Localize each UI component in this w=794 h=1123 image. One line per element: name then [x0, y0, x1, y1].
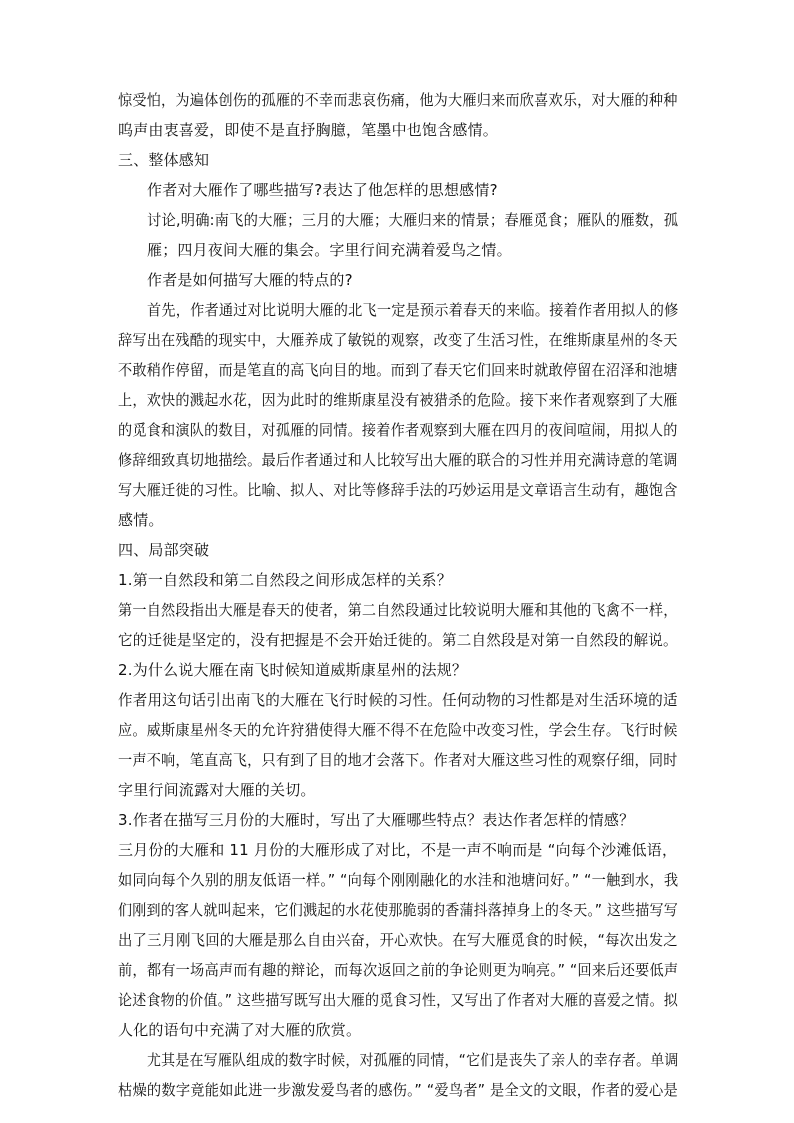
text-line: 出了三月刚飞回的大雁是那么自由兴奋，开心欢快。在写大雁觅食的时候，“每次出发之: [118, 931, 678, 949]
text-line: 它的迁徙是坚定的，没有把握是不会开始迁徙的。第二自然段是对第一自然段的解说。: [118, 631, 678, 649]
text-line: 讨论,明确:南飞的大雁；三月的大雁；大雁归来的情景；春雁觅食；雁队的雁数，孤: [147, 211, 679, 229]
text-line: 第一自然段指出大雁是春天的使者，第二自然段通过比较说明大雁和其他的飞禽不一样，: [118, 601, 678, 619]
text-line: 字里行间流露对大雁的关切。: [118, 781, 316, 799]
text-line: 惊受怕，为遍体创伤的孤雁的不幸而悲哀伤痛，他为大雁归来而欣喜欢乐，对大雁的种种: [118, 91, 678, 109]
text-line: 人化的语句中充满了对大雁的欣赏。: [118, 1021, 362, 1039]
text-line: 作者用这句话引出南飞的大雁在飞行时候的习性。任何动物的习性都是对生活环境的适: [118, 691, 678, 709]
text-line: 呜声由衷喜爱，即使不是直抒胸臆，笔墨中也饱含感情。: [118, 121, 499, 139]
text-line: 如同向每个久别的朋友低语一样。” “向每个刚刚融化的水洼和池塘问好。” “一触到水，我: [118, 871, 679, 889]
text-line: 前，都有一场高声而有趣的辩论，而每次返回之前的争论则更为响亮。” “回来后还要低声: [118, 961, 679, 979]
text-line: 上，欢快的溅起水花，因为此时的维斯康星没有被猎杀的危险。接下来作者观察到了大雁: [118, 391, 678, 409]
text-line: 修辞细致真切地描绘。最后作者通过和人比较写出大雁的联合的习性并用充满诗意的笔调: [118, 451, 678, 469]
question-1: 1.第一自然段和第二自然段之间形成怎样的关系？: [118, 571, 452, 589]
question-line: 作者对大雁作了哪些描写?表达了他怎样的思想感情?: [147, 181, 498, 199]
question-2: 2.为什么说大雁在南飞时候知道威斯康星州的法规？: [118, 661, 468, 679]
question-line: 作者是如何描写大雁的特点的?: [147, 271, 353, 289]
text-line: 首先，作者通过对比说明大雁的北飞一定是预示着春天的来临。接着作者用拟人的修: [147, 301, 679, 319]
text-line: 写大雁迁徙的习性。比喻、拟人、对比等修辞手法的巧妙运用是文章语言生动有，趣饱含: [118, 481, 678, 499]
question-3: 3.作者在描写三月份的大雁时，写出了大雁哪些特点？表达作者怎样的情感？: [118, 811, 635, 829]
text-line: 论述食物的价值。” 这些描写既写出大雁的觅食习性，又写出了作者对大雁的喜爱之情。拟: [118, 991, 678, 1009]
text-line: 辞写出在残酷的现实中，大雁养成了敏锐的观察，改变了生活习性，在维斯康星州的冬天: [118, 331, 678, 349]
section-heading-local: 四、局部突破: [118, 541, 210, 559]
text-line: 尤其是在写雁队组成的数字时候，对孤雁的同情，“它们是丧失了亲人的幸存者。单调: [147, 1051, 679, 1069]
section-heading-overall: 三、整体感知: [118, 151, 210, 169]
text-line: 不敢稍作停留，而是笔直的高飞向目的地。而到了春天它们回来时就敢停留在沼泽和池塘: [118, 361, 678, 379]
text-line: 的觅食和演队的数目，对孤雁的同情。接着作者观察到大雁在四月的夜间喧闹，用拟人的: [118, 421, 678, 439]
text-line: 枯燥的数字竟能如此进一步激发爱鸟者的感伤。” “爱鸟者” 是全文的文眼，作者的爱心是: [118, 1081, 678, 1099]
text-line: 应。威斯康星州冬天的允许狩猎使得大雁不得不在危险中改变习性，学会生存。飞行时候: [118, 721, 678, 739]
text-line: 一声不响，笔直高飞，只有到了目的地才会落下。作者对大雁这些习性的观察仔细，同时: [118, 751, 678, 769]
text-line: 雁；四月夜间大雁的集会。字里行间充满着爱鸟之情。: [147, 241, 512, 259]
text-line: 们刚到的客人就叫起来，它们溅起的水花使那脆弱的香蒲抖落掉身上的冬天。” 这些描写写: [118, 901, 678, 919]
text-line: 感情。: [118, 511, 164, 529]
text-line: 三月份的大雁和 11 月份的大雁形成了对比，不是一声不响而是 “向每个沙滩低语，: [118, 841, 678, 859]
